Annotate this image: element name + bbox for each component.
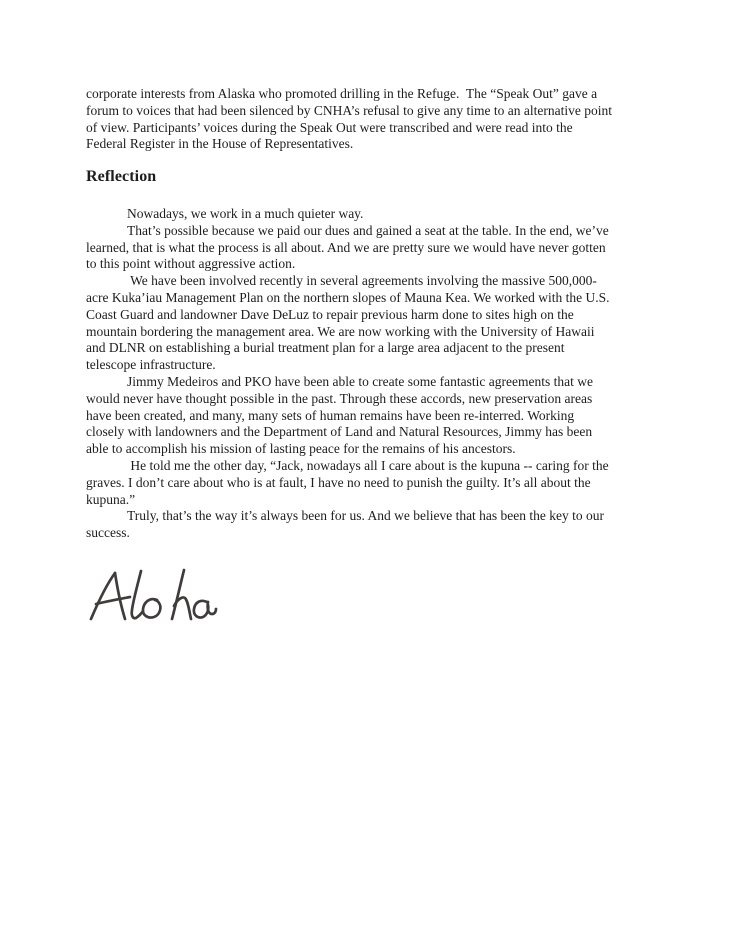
text-line: Jimmy Medeiros and PKO have been able to create some fantastic agreements that we (127, 373, 593, 389)
text-line: He told me the other day, “Jack, nowadays all I care about is the kupuna -- caring for the (127, 457, 609, 473)
text-line: success. (86, 525, 130, 541)
text-line: Nowadays, we work in a much quieter way. (127, 206, 364, 221)
text-line: to this point without aggressive action. (86, 256, 296, 272)
text-line: would never have thought possible in the past. Through these accords, new preservation areas (86, 390, 593, 406)
text-line: graves. I don’t care about who is at fault, I have no need to punish the guilty. It’s all about the (86, 474, 591, 490)
text-line: mountain bordering the management area. We are now working with the University of Hawaii (86, 323, 595, 339)
text-line: learned, that is what the process is all about. And we are pretty sure we would have never gotten (86, 239, 606, 255)
intro-paragraph (86, 86, 612, 153)
text-line: have been created, and many, many sets of human remains have been re-interred. Working (86, 407, 575, 423)
text-line: and DLNR on establishing a burial treatment plan for a large area adjacent to the present (86, 340, 565, 356)
text-line: forum to voices that had been silenced by CNHA’s refusal to give any time to an alternative point (86, 102, 612, 118)
text-line: kupuna.” (86, 491, 136, 507)
text-line: able to accomplish his mission of lasting peace for the remains of his ancestors. (86, 441, 516, 457)
signature-handwriting-icon (88, 568, 218, 624)
text-line: Coast Guard and landowner Dave DeLuz to repair previous harm done to sites high on the (86, 306, 574, 322)
body-text (86, 206, 610, 542)
text-line: telescope infrastructure. (86, 357, 216, 373)
text-line: We have been involved recently in several agreements involving the massive 500,000- (127, 273, 597, 289)
text-line: That’s possible because we paid our dues and gained a seat at the table. In the end, we’ve (127, 222, 609, 238)
text-line: of view. Participants’ voices during the Speak Out were transcribed and were read into the (86, 119, 573, 135)
text-line: closely with landowners and the Department of Land and Natural Resources, Jimmy has been (86, 424, 593, 440)
signature-aloha (88, 568, 218, 629)
reflection-heading: Reflection (86, 168, 157, 185)
text-line: corporate interests from Alaska who promoted drilling in the Refuge. The “Speak Out” gave a (86, 86, 598, 101)
text-line: acre Kuka’iau Management Plan on the northern slopes of Mauna Kea. We worked with the U.S. (86, 289, 610, 305)
text-line: Federal Register in the House of Representatives. (86, 136, 354, 152)
text-line: Truly, that’s the way it’s always been for us. And we believe that has been the key to our (127, 508, 605, 524)
